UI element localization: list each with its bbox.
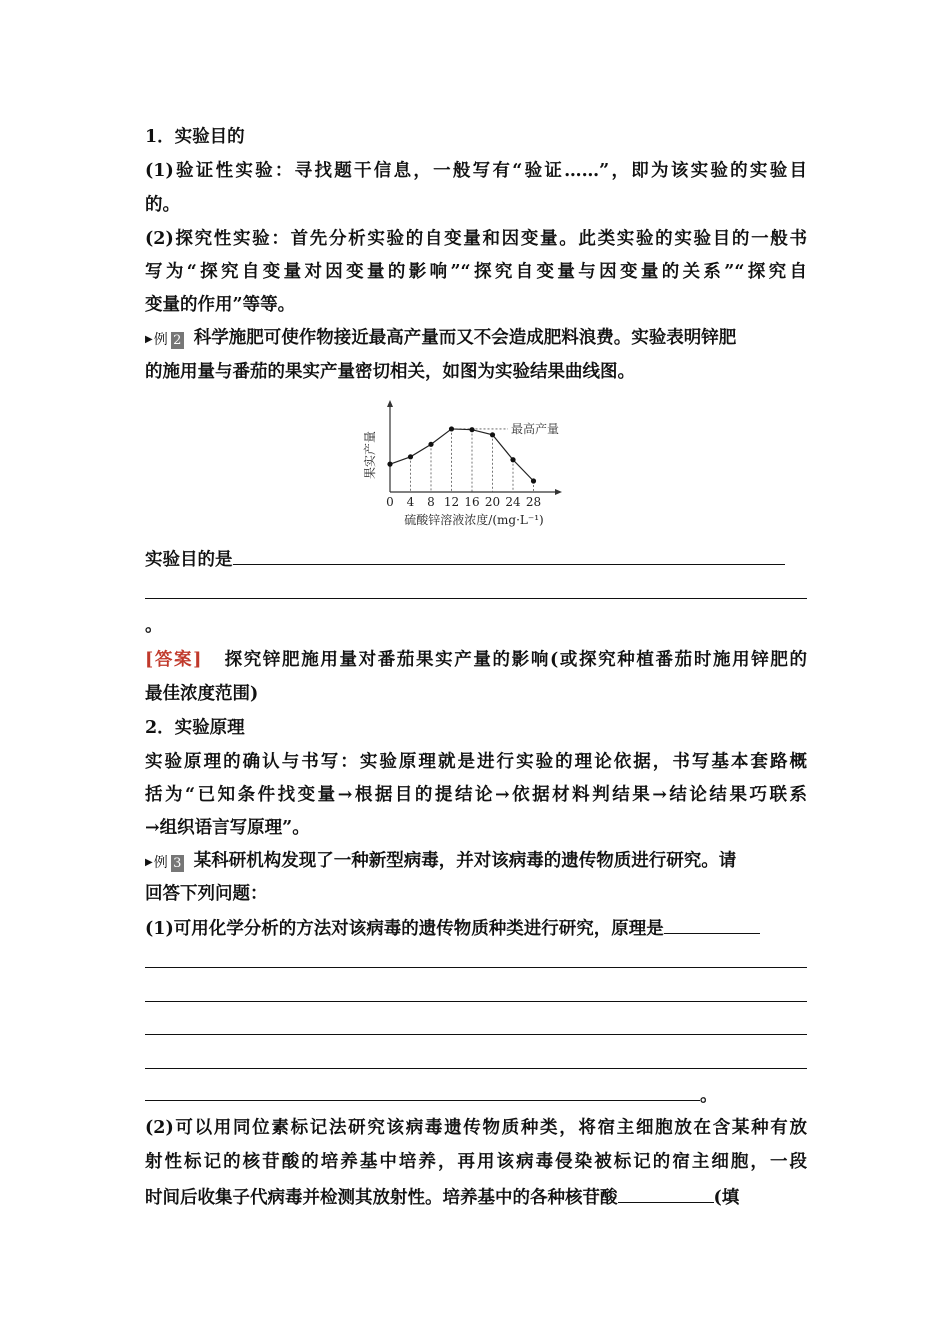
y-axis-arrow (387, 400, 393, 407)
example-2-answer: [答案] 探究锌肥施用量对番茄果实产量的影响(或探究种植番茄时施用锌肥的 (145, 650, 807, 670)
example-3-q1: (1)可用化学分析的方法对该病毒的遗传物质种类进行研究，原理是 (145, 915, 807, 941)
example-3-intro: ▶ 例 3 某科研机构发现了一种新型病毒，并对该病毒的遗传物质进行研究。请 (145, 849, 807, 875)
x-tick-label: 0 (386, 495, 394, 509)
paragraph-principle: 实验原理的确认与书写：实验原理就是进行实验的理论依据，书写基本套路概 (145, 752, 807, 772)
example-2-question: 实验目的是 (145, 546, 807, 572)
x-tick-label: 12 (443, 495, 460, 509)
example-3-q2-end: 时间后收集子代病毒并检测其放射性。培养基中的各种核苷酸 (填 (145, 1184, 807, 1210)
paragraph-exploratory-cont: 写为“探究自变量对因变量的影响”“探究自变量与因变量的关系”“探究自 (145, 262, 807, 282)
answer-blank-line[interactable] (145, 1001, 807, 1002)
play-triangle-icon: ▶ (145, 857, 153, 868)
data-point (408, 454, 413, 459)
answer-blank[interactable] (664, 915, 760, 934)
example-2-intro-cont: 的施用量与番茄的果实产量密切相关，如图为实验结果曲线图。 (145, 362, 635, 382)
paragraph-principle-end: →组织语言写原理”。 (145, 818, 310, 838)
answer-blank-line[interactable] (145, 967, 807, 968)
answer-blank-line[interactable] (145, 1034, 807, 1035)
example-2-answer-cont: 最佳浓度范围) (145, 684, 259, 704)
answer-blank-line[interactable] (145, 1068, 807, 1069)
paragraph-exploratory: (2)探究性实验：首先分析实验的自变量和因变量。此类实验的实验目的一般书 (145, 229, 807, 249)
x-tick-label: 8 (427, 495, 435, 509)
x-tick-label: 16 (464, 495, 480, 509)
x-axis-arrow (555, 489, 562, 495)
section-heading-principle: 2．实验原理 (145, 718, 245, 738)
answer-blank-line[interactable] (145, 598, 807, 599)
paragraph-verification-cont: 的。 (145, 195, 180, 215)
example-2-end-mark: 。 (145, 616, 163, 636)
data-point (531, 478, 536, 483)
x-tick-label: 20 (484, 495, 501, 509)
section-heading-purpose: 1．实验目的 (145, 127, 245, 147)
example-2-intro: ▶ 例 2 科学施肥可使作物接近最高产量而又不会造成肥料浪费。实验表明锌肥 (145, 326, 807, 352)
example-3-q2-cont: 射性标记的核苷酸的培养基中培养，再用该病毒侵染被标记的宿主细胞，一段 (145, 1152, 807, 1172)
data-point (387, 462, 392, 467)
y-axis-label: 果实产量 (363, 430, 377, 480)
paragraph-principle-cont: 括为“已知条件找变量→根据目的提结论→依据材料判结果→结论结果巧联系 (145, 785, 807, 805)
x-tick-label: 24 (505, 495, 521, 509)
paragraph-exploratory-end: 变量的作用”等等。 (145, 295, 296, 315)
example-badge: ▶ 例 2 (145, 328, 184, 352)
answer-tag: [答案] (145, 650, 202, 670)
answer-blank[interactable] (145, 1082, 700, 1101)
data-point (449, 426, 454, 431)
data-point (490, 432, 495, 437)
x-tick-label: 28 (525, 495, 542, 509)
example-badge: ▶ 例 3 (145, 851, 184, 875)
play-triangle-icon: ▶ (145, 334, 153, 345)
example-3-q1-last: 。 (145, 1082, 807, 1108)
example-3-intro-cont: 回答下列问题： (145, 884, 268, 904)
data-point (469, 427, 474, 432)
paragraph-verification: (1)验证性实验：寻找题干信息，一般写有“验证……”，即为该实验的实验目 (145, 161, 807, 181)
x-axis-label: 硫酸锌溶液浓度/(mg·L⁻¹) (404, 513, 544, 527)
data-point (510, 457, 515, 462)
yield-chart (360, 392, 600, 532)
answer-blank[interactable] (233, 546, 785, 565)
data-point (428, 442, 433, 447)
max-yield-label: 最高产量 (511, 421, 560, 436)
example-3-q2: (2)可以用同位素标记法研究该病毒遗传物质种类，将宿主细胞放在含某种有放 (145, 1118, 807, 1138)
answer-blank[interactable] (618, 1184, 714, 1203)
x-tick-label: 4 (406, 495, 415, 509)
